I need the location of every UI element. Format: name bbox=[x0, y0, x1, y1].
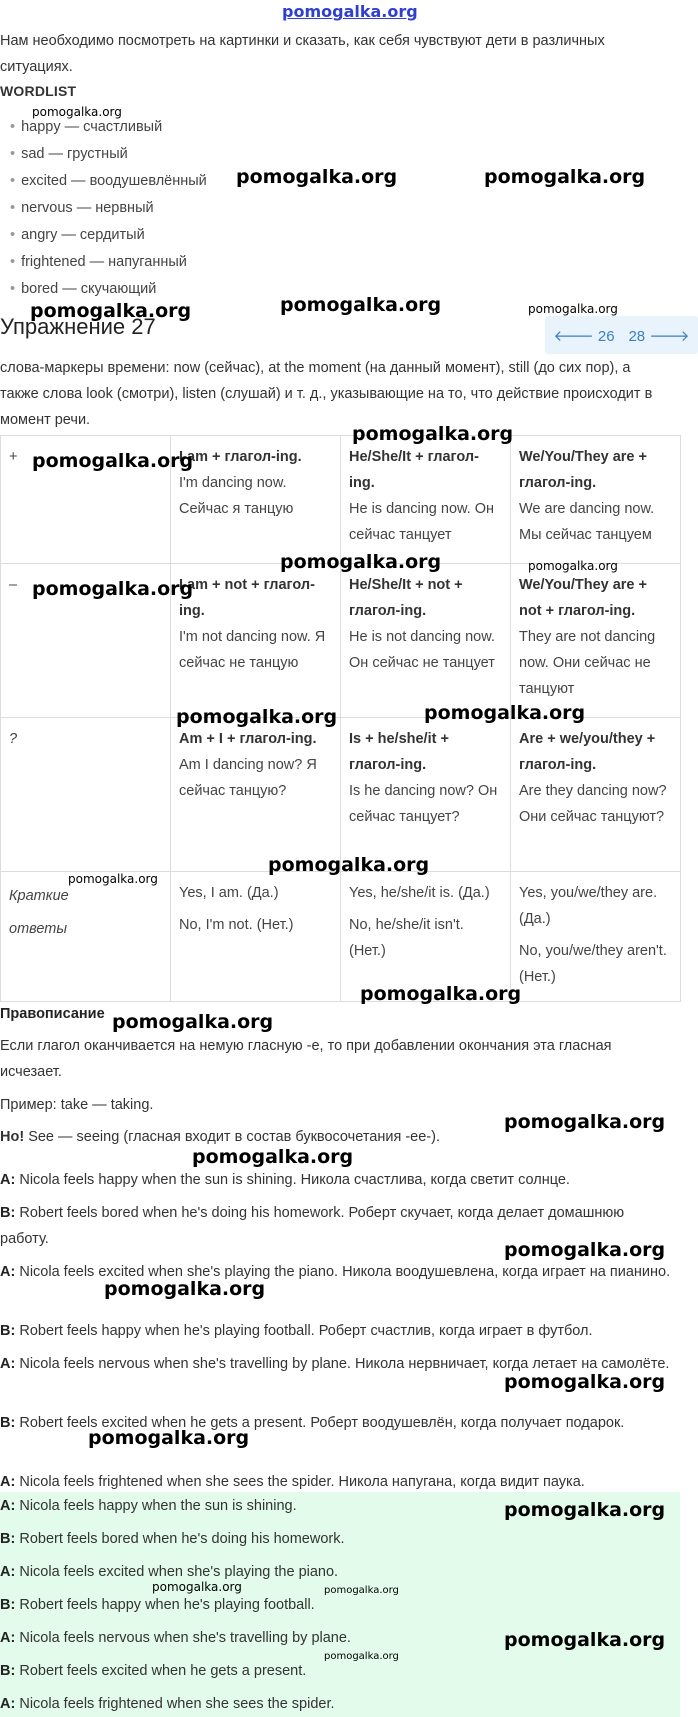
table-row bbox=[1, 872, 681, 1002]
answer-line: A: Nicola feels happy when the sun is shining. Никола счастлива, когда светит солнце. bbox=[0, 1172, 570, 1188]
next-exercise-button[interactable]: 28 🡒 bbox=[620, 316, 698, 354]
watermark: pomogalka.org bbox=[352, 423, 514, 445]
answer-line: A: Nicola feels frightened when she sees the spider. Никола напугана, когда видит паука. bbox=[0, 1474, 585, 1490]
prev-exercise-button[interactable]: 🡐 26 bbox=[545, 316, 623, 354]
list-item: • sad — грустный bbox=[10, 141, 207, 168]
table-cell: He/She/It + глагол-ing. He is dancing now. Он сейчас танцует bbox=[341, 436, 511, 564]
watermark: pomogalka.org bbox=[280, 551, 442, 573]
watermark: pomogalka.org bbox=[504, 1239, 666, 1261]
answer-line: A: Nicola feels nervous when she's travelling by plane. Никола нервничает, когда летает на самолёте. bbox=[0, 1356, 670, 1372]
watermark: pomogalka.org bbox=[504, 1371, 666, 1393]
table-cell: – bbox=[1, 564, 171, 718]
watermark: pomogalka.org bbox=[68, 872, 158, 886]
list-item: • nervous — нервный bbox=[10, 195, 207, 222]
watermark: pomogalka.org bbox=[360, 983, 522, 1005]
watermark: pomogalka.org bbox=[528, 559, 618, 573]
table-cell: Is + he/she/it + глагол-ing. Is he dancing now? Он сейчас танцует? bbox=[341, 718, 511, 872]
answer-line: B: Robert feels happy when he's playing football. Роберт счастлив, когда играет в футбол. bbox=[0, 1323, 593, 1339]
answer-line: B: Robert feels excited when he gets a present. Роберт воодушевлён, когда получает подарок. bbox=[0, 1415, 625, 1431]
summary-line: B: Robert feels excited when he gets a present. bbox=[0, 1663, 307, 1679]
spelling-heading: Правописание bbox=[0, 1006, 105, 1022]
watermark: pomogalka.org bbox=[32, 105, 122, 119]
table-cell: Am + I + глагол-ing. Am I dancing now? Я сейчас танцую? bbox=[171, 718, 341, 872]
site-watermark-top: pomogalka.org bbox=[282, 2, 418, 21]
table-cell: He/She/It + not + глагол-ing. He is not dancing now. Он сейчас не танцует bbox=[341, 564, 511, 718]
summary-line: A: Nicola feels nervous when she's travelling by plane. bbox=[0, 1630, 351, 1646]
watermark: pomogalka.org bbox=[324, 1585, 399, 1596]
table-cell: I am + not + глагол-ing. I'm not dancing now. Я сейчас не танцую bbox=[171, 564, 341, 718]
table-cell: Yes, he/she/it is. (Да.) No, he/she/it isn't. (Нет.) bbox=[341, 872, 511, 1002]
grammar-intro: слова-маркеры времени: now (сейчас), at the moment (на данный момент), still (до сих пор), а также слова look (смотри), listen (слушай) и т. д., указывающие на то, что действие происходит в момент речи. bbox=[0, 360, 653, 428]
table-cell: Yes, you/we/they are. (Да.) No, you/we/they aren't. (Нет.) bbox=[511, 872, 681, 1002]
spelling-note: Но! See — seeing (гласная входит в состав буквосочетания -ее-). bbox=[0, 1129, 440, 1145]
wordlist-heading: WORDLIST bbox=[0, 83, 77, 99]
list-item: • frightened — напуганный bbox=[10, 249, 207, 276]
table-cell: + bbox=[1, 436, 171, 564]
watermark: pomogalka.org bbox=[192, 1146, 354, 1168]
intro-text: Нам необходимо посмотреть на картинки и сказать, как себя чувствуют дети в различных ситуациях. bbox=[0, 33, 605, 75]
summary-line: B: Robert feels bored when he's doing his homework. bbox=[0, 1531, 345, 1547]
watermark: pomogalka.org bbox=[30, 300, 192, 322]
summary-line: B: Robert feels happy when he's playing football. bbox=[0, 1597, 315, 1613]
watermark: pomogalka.org bbox=[236, 166, 398, 188]
watermark: pomogalka.org bbox=[424, 702, 586, 724]
list-item: • angry — сердитый bbox=[10, 222, 207, 249]
watermark: pomogalka.org bbox=[268, 854, 430, 876]
list-item: • bored — скучающий bbox=[10, 276, 207, 303]
list-item: • excited — воодушевлённый bbox=[10, 168, 207, 195]
table-cell: We/You/They are + глагол-ing. We are dancing now. Мы сейчас танцуем bbox=[511, 436, 681, 564]
table-cell: Yes, I am. (Да.) No, I'm not. (Нет.) bbox=[171, 872, 341, 1002]
watermark: pomogalka.org bbox=[88, 1427, 250, 1449]
exercise-title: Упражнение 27 bbox=[0, 314, 156, 339]
table-cell: Are + we/you/they + глагол-ing. Are they dancing now? Они сейчас танцуют? bbox=[511, 718, 681, 872]
watermark: pomogalka.org bbox=[280, 294, 442, 316]
watermark: pomogalka.org bbox=[484, 166, 646, 188]
spelling-rule: Если глагол оканчивается на немую гласную -е, то при добавлении окончания эта гласная исчезает. bbox=[0, 1038, 612, 1080]
watermark: pomogalka.org bbox=[152, 1580, 242, 1594]
watermark: pomogalka.org bbox=[176, 706, 338, 728]
table-row bbox=[1, 718, 681, 872]
watermark: pomogalka.org bbox=[104, 1278, 266, 1300]
answer-line: A: Nicola feels excited when she's playing the piano. Никола воодушевлена, когда играет на пианино. bbox=[0, 1264, 671, 1280]
watermark: pomogalka.org bbox=[504, 1499, 666, 1521]
wordlist bbox=[10, 114, 207, 303]
watermark: pomogalka.org bbox=[504, 1629, 666, 1651]
summary-line: A: Nicola feels excited when she's playing the piano. bbox=[0, 1564, 339, 1580]
watermark: pomogalka.org bbox=[32, 450, 194, 472]
summary-line: A: Nicola feels happy when the sun is shining. bbox=[0, 1498, 297, 1514]
watermark: pomogalka.org bbox=[528, 302, 618, 316]
answer-line: B: Robert feels bored when he's doing his homework. Роберт скучает, когда делает домашнюю работу. bbox=[0, 1205, 625, 1247]
summary-line: A: Nicola feels frightened when she sees the spider. bbox=[0, 1696, 335, 1712]
table-cell: ? bbox=[1, 718, 171, 872]
watermark: pomogalka.org bbox=[112, 1011, 274, 1033]
table-cell: I am + глагол-ing. I'm dancing now. Сейчас я танцую bbox=[171, 436, 341, 564]
spelling-example: Пример: take — taking. bbox=[0, 1097, 154, 1113]
table-cell: Краткие ответы bbox=[1, 872, 171, 1002]
watermark: pomogalka.org bbox=[324, 1651, 399, 1662]
watermark: pomogalka.org bbox=[504, 1111, 666, 1133]
table-cell: We/You/They are + not + глагол-ing. They are not dancing now. Они сейчас не танцуют bbox=[511, 564, 681, 718]
list-item: • happy — счастливый bbox=[10, 114, 207, 141]
watermark: pomogalka.org bbox=[32, 578, 194, 600]
